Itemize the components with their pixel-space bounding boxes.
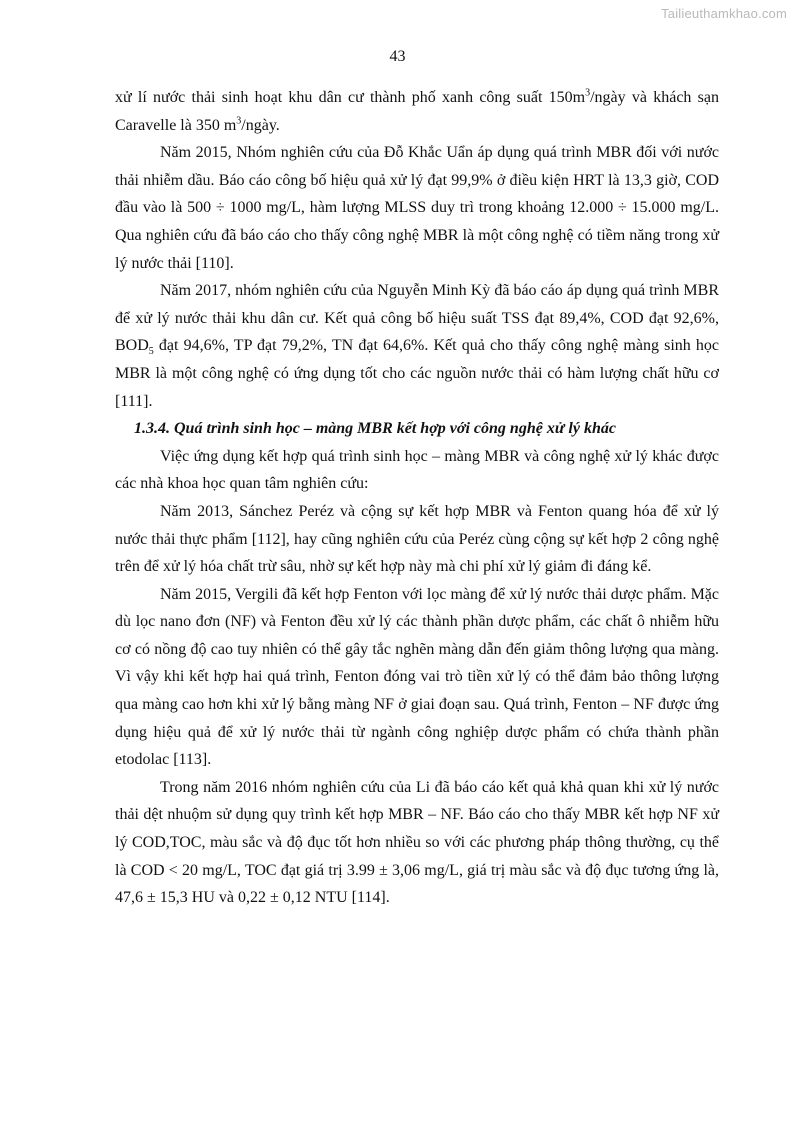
paragraph-3-text-a: Năm 2017, nhóm nghiên cứu của Nguyễn Minh Kỳ đã báo cáo áp dụng quá trình MBR để xử lý nước thải khu dân cư. Kết quả công bố hiệu suất TSS đạt 89,4%, COD đạt 92,6%, BOD <box>115 282 719 355</box>
paragraph-2: Năm 2015, Nhóm nghiên cứu của Đỗ Khắc Uẩn áp dụng quá trình MBR đối với nước thải nhiễm dầu. Báo cáo công bố hiệu quả xử lý đạt 99,9% ở điều kiện HRT là 13,3 giờ, COD đầu vào là 500 ÷ 1000 mg/L, hàm lượng MLSS duy trì trong khoảng 12.000 ÷ 15.000 mg/L. Qua nghiên cứu đã báo cáo cho thấy công nghệ MBR là một công nghệ có tiềm năng trong xử lý nước thải [110]. <box>115 144 719 272</box>
superscript-cubic-1: 3 <box>585 87 591 99</box>
watermark: Tailieuthamkhao.com <box>661 6 787 21</box>
page-number: 43 <box>389 48 406 65</box>
paragraph-3 <box>115 277 719 415</box>
subscript-bod: 5 <box>148 346 154 358</box>
paragraph-1-text-b: /ngày và khách sạn Caravelle là 350 m <box>115 89 719 134</box>
section-heading: 1.3.4. Quá trình sinh học – màng MBR kết hợp với công nghệ xử lý khác <box>134 420 616 438</box>
paragraph-1-text-a: xử lí nước thải sinh hoạt khu dân cư thành phố xanh công suất 150m <box>115 89 586 106</box>
paragraph-7: Trong năm 2016 nhóm nghiên cứu của Li đã báo cáo kết quả khả quan khi xử lý nước thải dệt nhuộm sử dụng quy trình kết hợp MBR – NF. Báo cáo cho thấy MBR kết hợp NF xử lý COD,TOC, màu sắc và độ đục tốt hơn nhiều so với các phương pháp thông thường, cụ thể là COD < 20 mg/L, TOC đạt giá trị 3.99 ± 3,06 mg/L, giá trị màu sắc và độ đục tương ứng là, 47,6 ± 15,3 HU và 0,22 ± 0,12 NTU [114]. <box>115 778 719 907</box>
paragraph-6: Năm 2015, Vergili đã kết hợp Fenton với lọc màng để xử lý nước thải dược phẩm. Mặc dù lọc nano đơn (NF) và Fenton đều xử lý các thành phần dược phẩm, các chất ô nhiễm hữu cơ có nồng độ cao tuy nhiên có thể gây tắc nghẽn màng dẫn đến giảm thông lượng qua màng. Vì vậy khi kết hợp hai quá trình, Fenton đóng vai trò tiền xử lý có thể đảm bảo thông lượng qua màng cao hơn khi xử lý bằng màng NF ở giai đoạn sau. Quá trình, Fenton – NF được ứng dụng hiệu quả để xử lý nước thải từ ngành công nghiệp dược phẩm có chứa thành phần etodolac [113]. <box>115 585 719 769</box>
paragraph-1 <box>115 84 719 139</box>
document-body <box>115 84 719 912</box>
paragraph-4: Việc ứng dụng kết hợp quá trình sinh học – màng MBR và công nghệ xử lý khác được các nhà khoa học quan tâm nghiên cứu: <box>115 447 719 493</box>
paragraph-5: Năm 2013, Sánchez Peréz và cộng sự kết hợp MBR và Fenton quang hóa để xử lý nước thải thực phẩm [112], hay cũng nghiên cứu của Peréz cùng cộng sự kết hợp 2 công nghệ trên để xử lý hóa chất trừ sâu, nhờ sự kết hợp này mà chi phí xử lý giảm đi đáng kể. <box>115 502 719 576</box>
paragraph-3-text-b: đạt 94,6%, TP đạt 79,2%, TN đạt 64,6%. Kết quả cho thấy công nghệ màng sinh học MBR là một công nghệ có ứng dụng tốt cho các nguồn nước thải có hàm lượng chất hữu cơ [111]. <box>115 337 719 410</box>
superscript-cubic-2: 3 <box>236 115 242 127</box>
paragraph-1-text-c: /ngày. <box>241 116 280 134</box>
